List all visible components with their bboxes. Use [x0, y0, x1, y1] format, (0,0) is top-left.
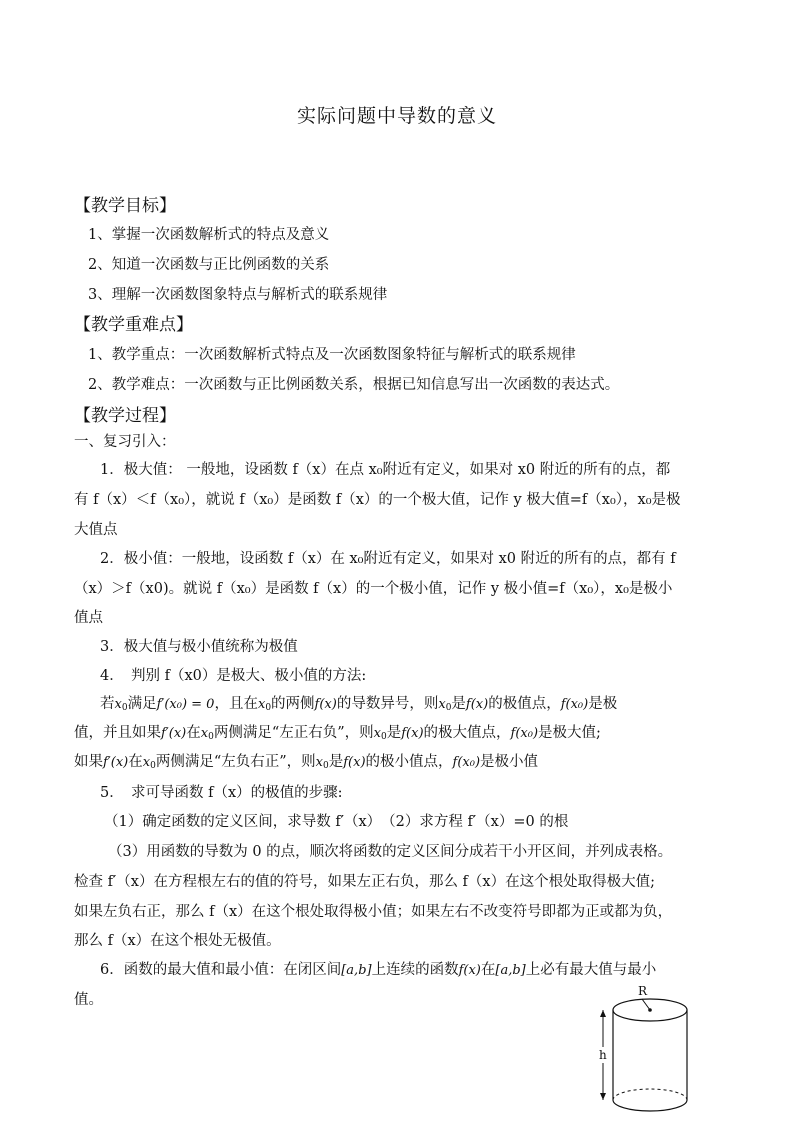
cylinder-bottom-back: [613, 1089, 687, 1100]
text-fragment: 的两侧: [271, 696, 315, 712]
height-arrow-bottom: [600, 1093, 606, 1100]
p4-line: 4． 判别 f（x0）是极大、极小值的方法:: [100, 668, 367, 684]
text-fragment: 两侧满足“左正右负”，则: [213, 725, 374, 741]
text-fragment: 在: [128, 754, 143, 770]
text-fragment: ，且在: [214, 696, 258, 712]
p5-line: 5． 求可导函数 f（x）的极值的步骤:: [100, 785, 343, 801]
text-fragment: 是: [328, 754, 344, 770]
p5b-line-3: 如果左负右正，那么 f（x）在这个根处取得极小值；如果左右不改变符号即都为正或都为负，: [74, 904, 673, 920]
text-fragment: 若: [100, 696, 115, 712]
text-fragment: 值，并且如果: [74, 725, 161, 741]
p1-line-3: 大值点: [74, 522, 118, 538]
page-title: 实际问题中导数的意义: [296, 105, 497, 127]
key-item-2: 2、教学难点：一次函数与正比例函数关系，根据已知信息写出一次函数的表达式。: [88, 377, 620, 393]
math-x0: $x_0$: [438, 697, 452, 713]
text-fragment: 如果: [74, 754, 103, 770]
text-fragment: 是极: [588, 696, 618, 712]
p6-line-2: 值。: [74, 992, 103, 1008]
p5b-line-2: 检查 f′（x）在方程根左右的值的符号，如果左正右负，那么 f（x）在这个根处取得极大值;: [74, 874, 655, 890]
text-fragment: 的导数异号，则: [336, 696, 439, 712]
key-item-1: 1、教学重点：一次函数解析式特点及一次函数图象特征与解析式的联系规律: [88, 347, 576, 363]
math-fx: f(x): [458, 963, 481, 978]
section-heading-keys: 【教学重难点】: [74, 315, 193, 335]
text-fragment: 上必有最大值与最小: [525, 962, 657, 978]
text-fragment: 6．函数的最大值和最小值：在闭区间: [100, 962, 342, 978]
text-fragment: 的极小值点，: [365, 754, 453, 770]
p5b-line-1: （3）用函数的导数为 0 的点，顺次将函数的定义区间分成若干小开区间，并列成表格。: [108, 844, 673, 860]
text-fragment: 的极大值点，: [423, 725, 511, 741]
text-fragment: 是极小值: [480, 754, 539, 770]
cylinder-bottom-front: [613, 1100, 687, 1111]
math-x0: $x_0$: [373, 726, 387, 742]
radius-label: R: [638, 984, 648, 998]
height-label: h: [599, 1048, 607, 1062]
text-fragment: 在: [480, 962, 496, 978]
math-fprime-x: f′(x): [103, 755, 129, 770]
p2-line-1: 2．极小值：一般地，设函数 f（x）在 x₀附近有定义，如果对 x0 附近的所有的点，都有 f: [100, 551, 676, 567]
p2-line-3: 值点: [74, 610, 103, 626]
p5a-line: （1）确定函数的定义区间，求导数 f′（x） （2）求方程 f′（x）=0 的根: [104, 814, 569, 830]
process-intro: 一、复习引入：: [74, 434, 176, 450]
math-f-x0: f(x₀): [510, 726, 539, 741]
text-fragment: 两侧满足“左负右正”，则: [155, 754, 316, 770]
math-fx: f(x): [343, 755, 366, 770]
math-fx: f(x): [401, 726, 424, 741]
math-interval-ab: [a,b]: [495, 963, 526, 978]
p3-line: 3．极大值与极小值统称为极值: [100, 639, 298, 655]
goal-item-2: 2、知道一次函数与正比例函数的关系: [88, 257, 330, 273]
math-x0: $x_0$: [315, 755, 329, 771]
p2-line-2: （x）＞f（x0)。就说 f（x₀）是函数 f（x）的一个极小值，记作 y 极小值=f（x₀），x₀是极小: [74, 581, 673, 597]
p4b-line: [74, 724, 726, 746]
goal-item-3: 3、理解一次函数图象特点与解析式的联系规律: [88, 287, 388, 303]
p1-line-1: 1．极大值： 一般地，设函数 f（x）在点 x₀附近有定义，如果对 x0 附近的所有的点，都: [100, 462, 671, 478]
cylinder-figure: [590, 980, 700, 1120]
math-f-x0: f(x₀): [452, 755, 481, 770]
text-fragment: 在: [186, 725, 201, 741]
math-fx: f(x): [465, 697, 489, 712]
p6-line: [100, 961, 726, 980]
text-fragment: 是: [386, 725, 402, 741]
math-f-x0: f(x₀): [560, 697, 589, 712]
text-fragment: 上连续的函数: [371, 962, 459, 978]
p4c-line: [74, 753, 726, 775]
math-fx: f(x): [314, 697, 337, 712]
math-interval-ab: [a,b]: [341, 963, 372, 978]
math-x0: $x_0$: [142, 755, 156, 771]
text-fragment: 是: [451, 696, 466, 712]
height-arrow-top: [600, 1010, 606, 1017]
p1-line-2: 有 f（x）＜f（x₀），就说 f（x₀）是函数 f（x）的一个极大值，记作 y 极大值=f（x₀），x₀是极: [74, 492, 681, 508]
section-heading-process: 【教学过程】: [74, 406, 176, 426]
p5b-line-4: 那么 f（x）在这个根处无极值。: [74, 933, 281, 949]
math-x0: $x_0$: [114, 697, 128, 713]
math-x0: $x_0$: [200, 726, 214, 742]
radius-line: [642, 999, 650, 1010]
math-fprime-x0-eq-0: f′(x₀) = 0: [156, 697, 215, 712]
text-fragment: 是极大值;: [538, 725, 601, 741]
math-fprime-x: f′(x): [161, 726, 187, 741]
text-fragment: 满足: [127, 696, 157, 712]
math-x0: $x_0$: [257, 697, 272, 713]
text-fragment: 的极值点，: [488, 696, 561, 712]
p4a-line: [100, 695, 726, 717]
goal-item-1: 1、掌握一次函数解析式的特点及意义: [88, 227, 330, 243]
section-heading-goals: 【教学目标】: [74, 196, 176, 216]
